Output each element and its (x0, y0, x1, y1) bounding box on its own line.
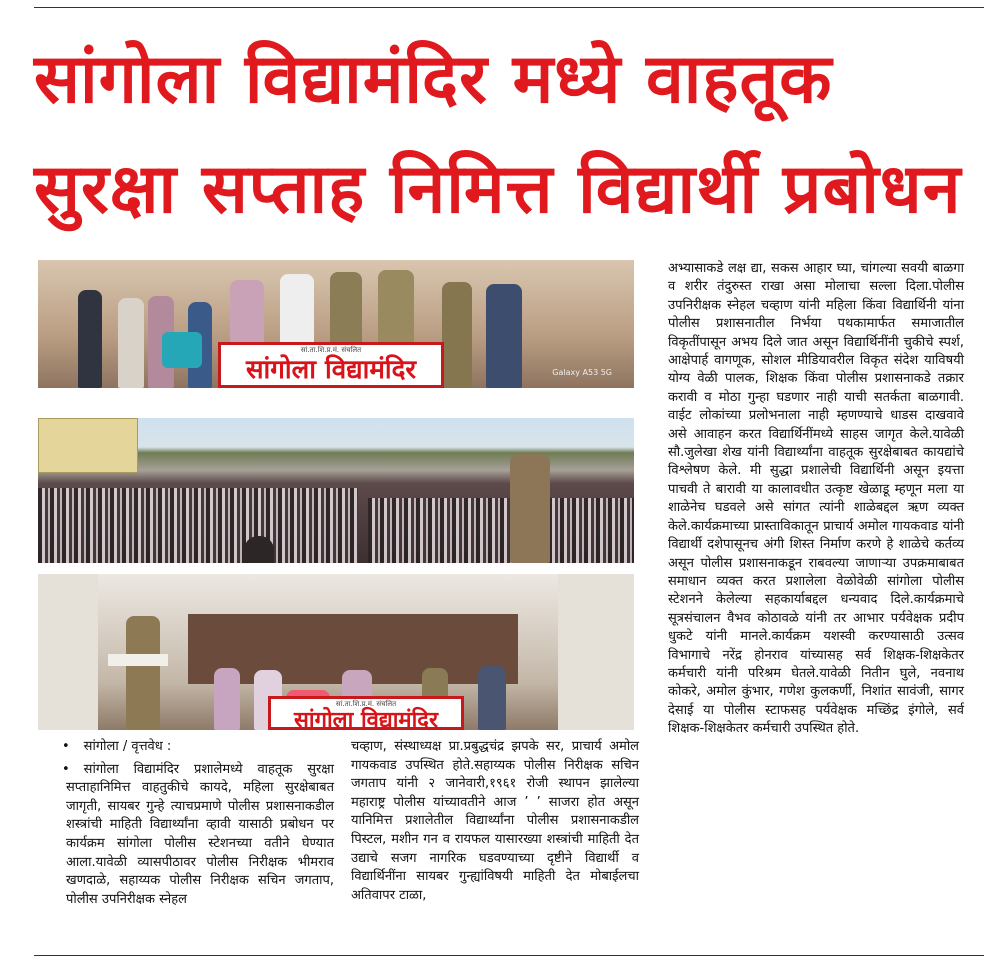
article-column-left (66, 738, 334, 909)
hall-banner-text: सांगोला विद्यामंदिर (294, 708, 438, 730)
hall-banner (268, 696, 464, 730)
top-rule (34, 7, 984, 8)
camera-watermark: Galaxy A53 5G (552, 368, 612, 377)
photo-hall-speaker (38, 574, 634, 730)
article-byline: • सांगोला / वृत्तवेध : (66, 738, 334, 757)
article-text-middle: चव्हाण, संस्थाध्यक्ष प्रा.प्रबुद्धचंद्र झपके सर, प्राचार्य अमोल गायकवाड उपस्थित होते.सहाय्यक पोलीस निरीक्षक सचिन जगताप यांनी २ जानेवारी,१९६१ रोजी स्थापन झालेल्या महाराष्ट्र पोलीस यांच्यावतीने आज ’ ’ साजरा होत असून यानिमित्त प्रशालेतील विद्यार्थ्यांना पोलीस प्रशासनाकडील पिस्टल, मशीन गन व रायफल यासारख्या शस्त्रांची माहिती देत उद्याचे सजग नागरिक घडवण्याच्या दृष्टीने विद्यार्थी व विद्यार्थिनींना सायबर गुन्ह्यांविषयी माहिती देत मोबाईलचा अतिवापर टाळा, (351, 739, 639, 903)
photo-student-assembly (38, 418, 634, 563)
banner-small-text: सां.ता.शि.प्र.मं. संचलित (300, 346, 362, 354)
headline-line-1: सांगोला विद्यामंदिर मध्ये वाहतूक (34, 40, 833, 119)
bottom-rule (34, 955, 984, 956)
hall-banner-small-text: सां.ता.शि.प्र.मं. संचलित (335, 700, 397, 708)
article-text-right: अभ्यासाकडे लक्ष द्या, सकस आहार घ्या, चांगल्या सवयी बाळगा व शरीर तंदुरुस्त राखा असा मोलाचा सल्ला दिला.पोलीस उपनिरीक्षक स्नेहल चव्हाण यांनी महिला किंवा विद्यार्थिनी यांना पोलीस प्रशासनातील निर्भया पथकामार्फत समाजातील विकृतींपासून अभय दिले जात असून विद्यार्थिनींनी चुकीचे स्पर्श, आक्षेपार्ह वागणूक, सोशल मीडियावरील विकृत संदेश याविषयी योग्य वेळी पालक, शिक्षक किंवा पोलीस प्रशासनाकडे तक्रार करावी व मोठा गुन्हा घडणार नाही याची सतर्कता बाळगावी. वाईट लोकांच्या प्रलोभनाला नाही म्हणण्याचे धाडस दाखवावे असे आवाहन करत विद्यार्थिनींमध्ये साहस जागृत केले.यावेळी सौ.जुलेखा शेख यांनी विद्यार्थ्यांना वाहतूक सुरक्षेबाबत कायद्यांचे विश्लेषण केले. मी सुद्धा प्रशालेची विद्यार्थिनी असून इयत्ता पाचवी ते बारावी या कालावधीत उत्कृष्ट खेळाडू म्हणून मला या शाळेनेच घडवले असे सांगत त्यांनी शाळेबद्दल ऋण व्यक्त केले.कार्यक्रमाच्या प्रास्ताविकातून प्राचार्य अमोल गायकवाड यांनी विद्यार्थी दशेपासूनच अंगी शिस्त निर्माण करणे हे शाळेचे कर्तव्य असून पोलीस प्रशासनाकडून राबवल्या जाणाऱ्या उपक्रमाबाबत समाधान व्यक्त करत प्रशालेला वेळोवेळी सांगोला पोलीस स्टेशनने केलेल्या सहकार्याबद्दल धन्यवाद दिले.कार्यक्रमाचे सूत्रसंचालन वैभव कोठावळे यांनी तर आभार पर्यवेक्षक प्रदीप धुकटे यांनी मानले.कार्यक्रम यशस्वी करण्यासाठी उत्सव विभागाचे नरेंद्र होनराव यांच्यासह सर्व शिक्षक-शिक्षकेतर कर्मचारी यांनी परिश्रम घेतले.यावेळी नितीन घुले, नवनाथ कोकरे, अमोल कुंभार, गणेश कुलकर्णी, निशांत सावंजी, सागर देसाई या पोलीस स्टाफसह पर्यवेक्षक मच्छिंद्र इंगोले, सर्व शिक्षक-शिक्षकेतर कर्मचारी उपस्थित होते. (668, 261, 964, 737)
article-text-left: • सांगोला विद्यामंदिर प्रशालेमध्ये वाहतूक सुरक्षा सप्ताहानिमित्त वाहतुकीचे कायदे, महिला सुरक्षेबाबत जागृती, सायबर गुन्हे त्याचप्रमाणे पोलीस प्रशासनाकडील शस्त्रांची माहिती विद्यार्थ्यांना व्हावी यासाठी प्रबोधन पर कार्यक्रम सांगोला पोलीस स्टेशनच्या वतीने घेण्यात आला.यावेळी व्यासपीठावर पोलीस निरीक्षक भीमराव खणदाळे, सहाय्यक पोलीस निरीक्षक सचिन जगताप, पोलीस उपनिरीक्षक स्नेहल (66, 761, 334, 910)
article-column-right (668, 260, 964, 739)
article-column-middle (351, 738, 639, 905)
photo-stage-officials (38, 260, 634, 388)
stage-banner (218, 342, 444, 388)
headline-line-2: सुरक्षा सप्ताह निमित्त विद्यार्थी प्रबोधन (34, 150, 962, 229)
banner-text: सांगोला विद्यामंदिर (245, 355, 417, 385)
